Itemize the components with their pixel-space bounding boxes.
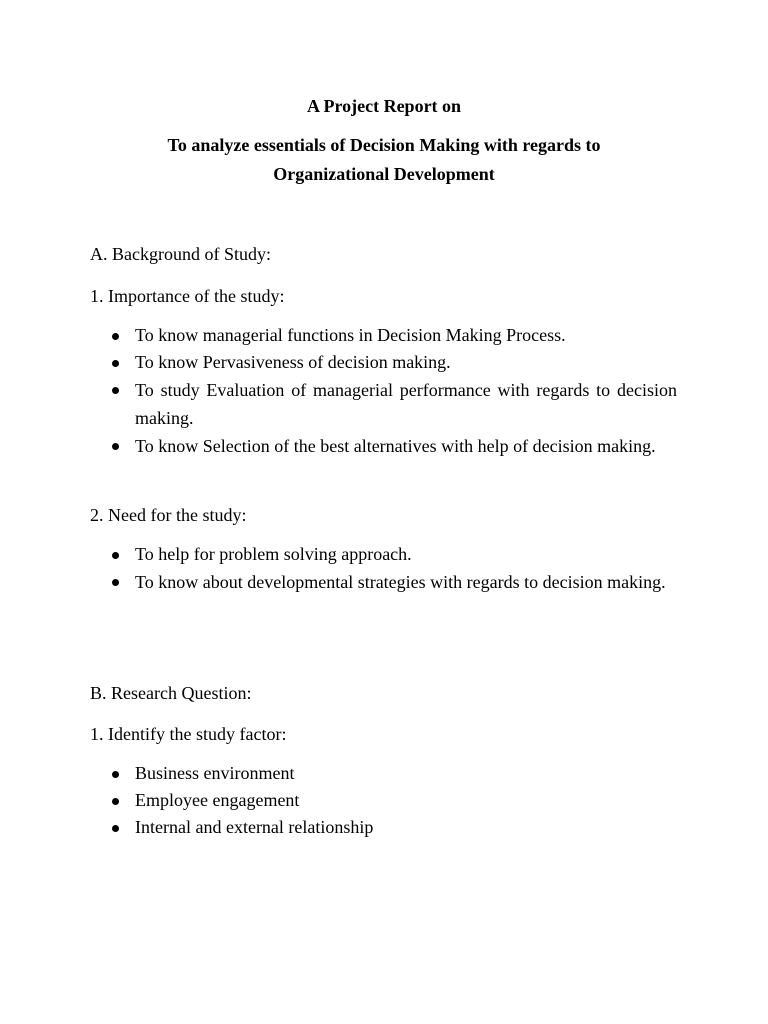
need-list <box>90 541 677 596</box>
section-b-heading: B. Research Question: <box>90 683 252 703</box>
list-item: Business environment <box>90 760 677 787</box>
list-item: Employee engagement <box>90 787 677 814</box>
report-title: A Project Report on <box>306 96 462 116</box>
report-subtitle-text: To analyze essentials of Decision Making with regards to Organizational Development <box>167 135 601 184</box>
factor-list <box>90 760 677 841</box>
bullet-icon <box>112 333 119 340</box>
bullet-icon <box>112 579 119 586</box>
list-item: To know Selection of the best alternatives with help of decision making. <box>90 432 677 460</box>
importance-list <box>90 322 677 460</box>
importance-heading: 1. Importance of the study: <box>90 286 285 306</box>
bullet-icon <box>112 798 119 805</box>
list-item: Internal and external relationship <box>90 814 677 841</box>
bullet-icon <box>112 360 119 367</box>
need-heading: 2. Need for the study: <box>90 505 247 525</box>
factor-heading: 1. Identify the study factor: <box>90 724 287 744</box>
list-item: To know Pervasiveness of decision making. <box>90 349 677 376</box>
bullet-icon <box>112 771 119 778</box>
list-item: To help for problem solving approach. <box>90 541 677 568</box>
bullet-icon <box>112 387 119 394</box>
list-item: To study Evaluation of managerial performance with regards to decision making. <box>90 376 677 432</box>
bullet-icon <box>112 443 119 450</box>
bullet-icon <box>112 825 119 832</box>
section-a-heading: A. Background of Study: <box>90 244 271 264</box>
list-item: To know about developmental strategies with regards to decision making. <box>90 568 677 596</box>
bullet-icon <box>112 552 119 559</box>
list-item: To know managerial functions in Decision Making Process. <box>90 322 677 349</box>
report-subtitle <box>0 131 768 189</box>
